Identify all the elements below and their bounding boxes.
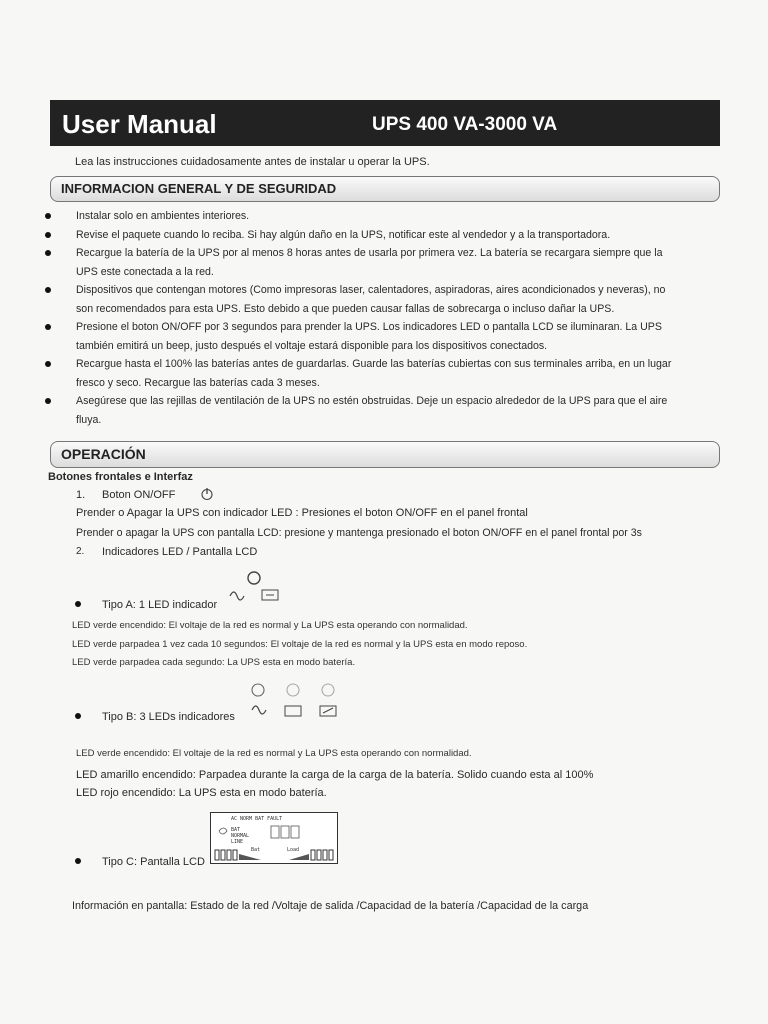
bullet-icon — [45, 250, 51, 256]
section-operation — [50, 441, 720, 468]
list-item: Recargue la batería de la UPS por al menos 8 horas antes de usarla por primera vez. La batería se recargara siempre que la UPS este conectada a la red. — [40, 244, 730, 281]
lcd-label-line: LINE — [231, 839, 244, 845]
type-a-line3: LED verde parpadea cada segundo: La UPS esta en modo batería. — [72, 657, 356, 668]
section-title: OPERACIÓN — [61, 446, 146, 462]
bullet-icon — [75, 601, 81, 607]
subtitle-front-buttons: Botones frontales e Interfaz — [48, 471, 193, 483]
lcd-label-bat: BAT — [231, 827, 241, 833]
list-item: Recargue hasta el 100% las baterías antes de guardarlas. Guarde las baterías cubiertas con sus terminales arriba, en un lugar fresco y seco. Recargue las baterías cada 3 meses. — [40, 355, 730, 392]
type-b-line2: LED amarillo encendido: Parpadea durante la carga de la carga de la batería. Solido cuando esta al 100% — [76, 769, 594, 781]
lcd-segments — [211, 813, 337, 863]
bullet-icon — [45, 232, 51, 238]
screen-info-text: Información en pantalla: Estado de la red /Voltaje de salida /Capacidad de la batería /Capacidad de la carga — [72, 900, 589, 912]
intro-text: Lea las instrucciones cuidadosamente antes de instalar u operar la UPS. — [75, 156, 430, 168]
bullet-icon — [45, 287, 51, 293]
section-title: INFORMACION GENERAL Y DE SEGURIDAD — [61, 181, 337, 196]
bullet-icon — [45, 324, 51, 330]
item1-line1: Prender o Apagar la UPS con indicador LED : Presiones el boton ON/OFF en el panel frontal — [76, 507, 528, 519]
lcd-load-label: Load — [287, 847, 300, 853]
list-item: Dispositivos que contengan motores (Como impresoras laser, calentadores, aspiradoras, aires acondicionados y neveras), no son recomendados para esta UPS. Esto debido a que pueden causar fallas de sobrecarga o incluso dañar la UPS. — [40, 281, 730, 318]
type-b-line3: LED rojo encendido: La UPS esta en modo batería. — [76, 787, 327, 799]
bullet-icon — [75, 713, 81, 719]
type-c-label: Tipo C: Pantalla LCD — [102, 856, 205, 868]
item1-label: Boton ON/OFF — [102, 489, 176, 501]
power-icon — [200, 487, 214, 501]
led-type-a-icons — [228, 570, 284, 606]
list-item: Presione el boton ON/OFF por 3 segundos para prender la UPS. Los indicadores LED o pantalla LCD se iluminaran. La UPS también emitirá un beep, justo después el voltaje estará disponible para los dispositivos conectados. — [40, 318, 730, 355]
bullet-icon — [45, 398, 51, 404]
manual-title: User Manual — [62, 109, 217, 139]
list-item: Asegúrese que las rejillas de ventilación de la UPS no estén obstruidas. Deje un espacio alrededor de la UPS para que el aire fluya. — [40, 392, 730, 429]
bullet-icon — [45, 213, 51, 219]
type-b-label: Tipo B: 3 LEDs indicadores — [102, 711, 235, 723]
list-item: Instalar solo en ambientes interiores. — [40, 207, 730, 226]
type-a-line1: LED verde encendido: El voltaje de la red es normal y La UPS esta operando con normalidad. — [72, 620, 468, 631]
type-b-line1: LED verde encendido: El voltaje de la red es normal y La UPS esta operando con normalidad. — [76, 748, 472, 759]
lcd-top-label: AC NORM BAT FAULT — [231, 816, 283, 822]
bullet-icon — [45, 361, 51, 367]
lcd-label-normal: NORMAL — [231, 833, 250, 839]
item1-line2: Prender o apagar la UPS con pantalla LCD: presione y mantenga presionado el boton ON/OFF en el panel frontal por 3s — [76, 527, 642, 539]
type-a-label: Tipo A: 1 LED indicador — [102, 599, 218, 611]
bullet-icon — [75, 858, 81, 864]
type-a-line2: LED verde parpadea 1 vez cada 10 segundos: El voltaje de la red es normal y la UPS esta en modo reposo. — [72, 639, 528, 650]
item2-number: 2. — [76, 546, 85, 557]
item1-number: 1. — [76, 489, 86, 501]
list-item: Revise el paquete cuando lo reciba. Si hay algún daño en la UPS, notificar este al vendedor y a la transportadora. — [40, 226, 730, 245]
title-bar — [50, 100, 720, 146]
item2-label: Indicadores LED / Pantalla LCD — [102, 546, 258, 558]
model-title: UPS 400 VA-3000 VA — [372, 114, 558, 135]
lcd-bat-label: Bat — [251, 847, 261, 853]
led-type-b-icons — [248, 680, 348, 722]
section-general-safety — [50, 176, 720, 202]
safety-bullet-list — [40, 207, 730, 429]
lcd-display — [210, 812, 338, 864]
